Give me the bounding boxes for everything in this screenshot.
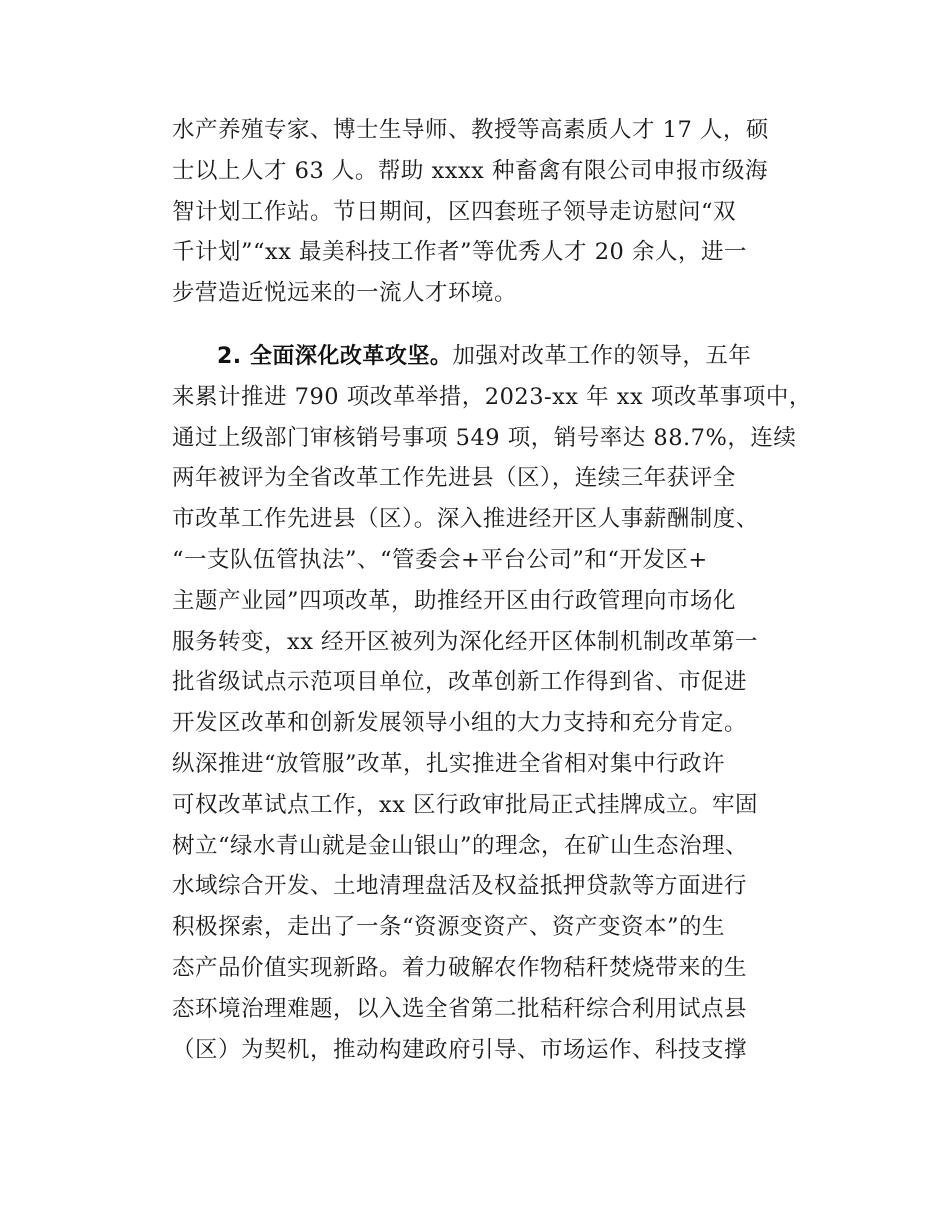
text-line: 水域综合开发、土地清理盘活及权益抵押贷款等方面进行 — [172, 873, 748, 900]
text-line: 通过上级部门审核销号事项 549 项，销号率达 88.7%，连续 — [172, 424, 797, 451]
text-line: （区）为契机，推动构建政府引导、市场运作、科技支撑 — [172, 1036, 748, 1063]
text-line: 千计划”“xx 最美科技工作者”等优秀人才 20 余人，进一 — [172, 239, 747, 266]
text-line: 智计划工作站。节日期间，区四套班子领导走访慰问“双 — [172, 198, 737, 225]
text-line: 积极探索，走出了一条“资源变资产、资产变资本”的生 — [172, 914, 726, 941]
text-line: 步营造近悦远来的一流人才环境。 — [172, 280, 518, 307]
text-line: “一支队伍管执法”、“管委会+平台公司”和“开发区+ — [172, 546, 708, 573]
text-line: 批省级试点示范项目单位，改革创新工作得到省、市促进 — [172, 669, 748, 696]
text-line: 士以上人才 63 人。帮助 xxxx 种畜禽有限公司申报市级海 — [172, 157, 768, 184]
paragraph-talent — [172, 110, 812, 314]
text-line: 主题产业园”四项改革，助推经开区由行政管理向市场化 — [172, 587, 737, 614]
paragraph-first-line — [172, 336, 812, 377]
text-line: 开发区改革和创新发展领导小组的大力支持和充分肯定。 — [172, 710, 748, 737]
text-line: 树立“绿水青山就是金山银山”的理念，在矿山生态治理、 — [172, 832, 749, 859]
section-heading: 2. 全面深化改革攻坚。 — [217, 344, 453, 369]
text-line: 服务转变，xx 经开区被列为深化经开区体制机制改革第一 — [172, 628, 759, 655]
text-line: 可权改革试点工作，xx 区行政审批局正式挂牌成立。牢固 — [172, 791, 759, 818]
text-line: 纵深推进“放管服”改革，扎实推进全省相对集中行政许 — [172, 750, 726, 777]
text-line: 市改革工作先进县（区）。深入推进经开区人事薪酬制度、 — [172, 506, 759, 533]
text-line: 态产品价值实现新路。着力破解农作物秸秆焚烧带来的生 — [172, 954, 748, 981]
text-line: 两年被评为全省改革工作先进县（区），连续三年获评全 — [172, 465, 736, 492]
text-line: 水产养殖专家、博士生导师、教授等高素质人才 17 人，硕 — [172, 117, 769, 143]
paragraph-reform — [172, 336, 812, 1070]
text-line: 来累计推进 790 项改革举措，2023-xx 年 xx 项改革事项中， — [172, 383, 812, 410]
text-line: 态环境治理难题，以入选全省第二批秸秆综合利用试点县 — [172, 995, 748, 1022]
first-line-text: 加强对改革工作的领导，五年 — [452, 343, 752, 369]
